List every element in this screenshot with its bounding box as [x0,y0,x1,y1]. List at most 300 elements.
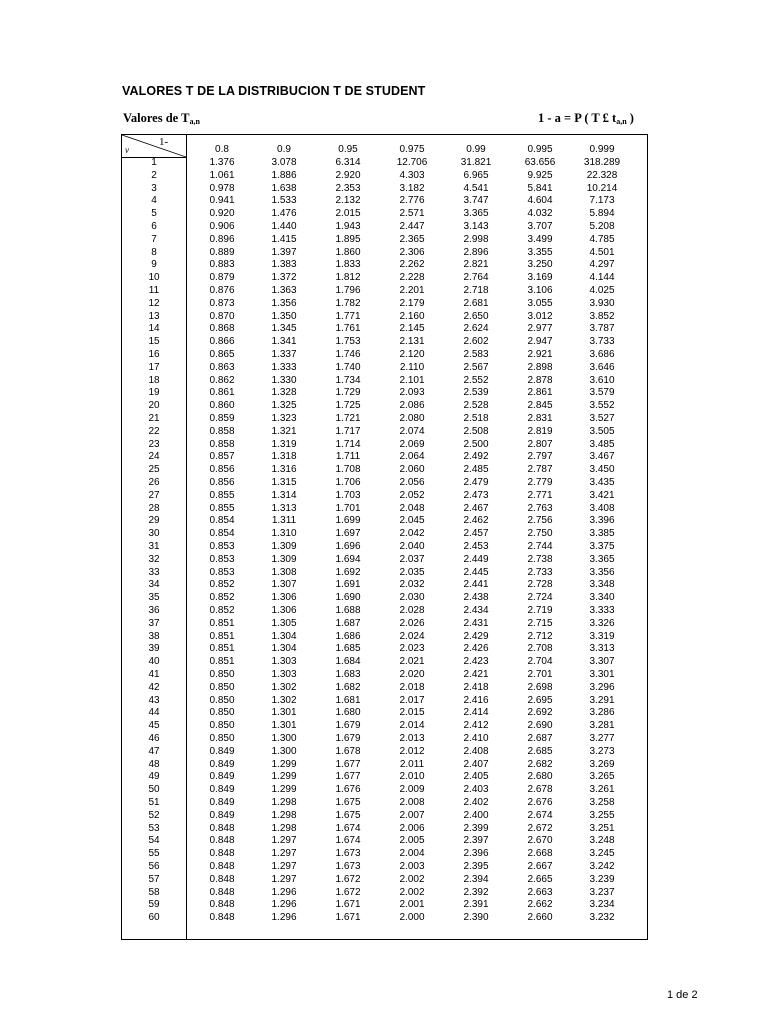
t-value-cell: 2.423 [463,656,489,668]
t-value-cell: 0.848 [209,886,235,898]
table-row [122,631,647,644]
table-row [122,733,647,746]
t-value-cell: 2.007 [399,809,425,821]
t-value-cell: 2.405 [463,771,489,783]
table-row [122,835,647,848]
t-value-cell: 0.849 [209,745,235,757]
t-value-cell: 2.787 [527,464,553,476]
t-value-cell: 0.850 [209,733,235,744]
t-value-cell: 2.500 [463,438,489,450]
t-value-cell: 4.032 [527,208,553,220]
t-value-cell: 1.717 [335,425,361,437]
t-value-cell: 1.753 [335,336,361,348]
table-row [122,285,647,298]
t-value-cell: 2.680 [527,771,553,783]
t-value-cell: 2.508 [463,425,489,437]
table-row [122,887,647,900]
t-value-cell: 1.300 [271,745,297,757]
t-value-cell: 1.711 [335,451,361,463]
t-value-cell: 1.298 [271,797,297,808]
t-value-cell: 1.363 [271,285,297,296]
t-value-cell: 1.943 [335,221,361,232]
t-value-cell: 3.143 [463,221,489,232]
t-value-cell: 2.048 [399,502,425,514]
t-value-cell: 22.328 [586,169,618,181]
t-value-cell: 0.854 [209,515,235,527]
t-value-cell: 4.297 [589,259,615,271]
t-value-cell: 2.026 [399,617,425,629]
t-value-cell: 1.307 [271,579,297,591]
t-value-cell: 3.355 [527,246,553,258]
t-value-cell: 2.479 [463,477,489,488]
t-value-cell: 9.925 [527,169,553,181]
t-value-cell: 2.690 [527,720,553,732]
table-row [122,451,647,464]
degrees-of-freedom-cell: 57 [148,873,160,885]
t-value-cell: 0.906 [209,221,235,232]
t-value-cell: 4.541 [463,182,489,194]
t-value-cell: 2.035 [399,566,425,578]
t-value-cell: 2.009 [399,784,425,796]
table-row [122,375,647,388]
t-value-cell: 3.499 [527,233,553,245]
t-value-cell: 1.313 [271,502,297,514]
degrees-of-freedom-cell: 16 [148,349,160,360]
t-value-cell: 2.000 [399,912,425,924]
t-value-cell: 3.251 [589,822,615,834]
t-value-cell: 1.696 [335,541,361,552]
t-value-cell: 1.376 [209,157,235,168]
t-value-cell: 2.998 [463,233,489,245]
t-value-cell: 3.707 [527,221,553,232]
t-value-cell: 3.485 [589,438,615,450]
t-value-cell: 2.002 [399,886,425,898]
t-value-cell: 2.399 [463,822,489,834]
t-value-cell: 2.004 [399,848,425,860]
table-row [122,848,647,861]
t-value-cell: 2.011 [399,758,425,770]
t-value-cell: 2.695 [527,694,553,706]
t-value-cell: 0.851 [209,617,235,629]
degrees-of-freedom-cell: 49 [148,771,160,783]
t-value-cell: 2.473 [463,489,489,501]
t-value-cell: 3.250 [527,259,553,271]
t-value-cell: 2.492 [463,451,489,463]
t-value-cell: 1.638 [271,182,297,194]
t-value-cell: 2.708 [527,643,553,655]
t-value-cell: 5.894 [589,208,615,220]
t-value-cell: 1.397 [271,246,297,258]
t-value-cell: 0.858 [209,438,235,450]
t-value-cell: 2.552 [463,374,489,386]
t-value-cell: 1.323 [271,413,297,424]
t-value-cell: 2.878 [527,374,553,386]
table-row [122,759,647,772]
t-value-cell: 3.301 [589,669,615,680]
table-subtitle-left [123,111,200,126]
table-row [122,567,647,580]
t-value-cell: 0.848 [209,912,235,924]
t-value-cell: 2.101 [399,374,425,386]
t-value-cell: 0.849 [209,758,235,770]
t-value-cell: 1.699 [335,515,361,527]
degrees-of-freedom-cell: 13 [148,310,160,322]
t-value-cell: 1.833 [335,259,361,271]
column-header: 0.9 [277,144,291,155]
t-value-cell: 2.086 [399,400,425,412]
t-value-cell: 1.299 [271,771,297,783]
t-value-cell: 0.853 [209,541,235,552]
t-value-cell: 0.855 [209,489,235,501]
degrees-of-freedom-cell: 5 [151,208,157,220]
degrees-of-freedom-cell: 30 [148,528,160,540]
t-value-cell: 3.245 [589,848,615,860]
t-value-cell: 2.052 [399,489,425,501]
t-value-cell: 1.309 [271,553,297,565]
t-value-cell: 2.668 [527,848,553,860]
t-value-cell: 1.721 [335,413,361,424]
table-row [122,656,647,669]
t-value-cell: 2.457 [463,528,489,540]
t-value-cell: 2.030 [399,592,425,604]
t-value-cell: 2.145 [399,323,425,335]
t-value-cell: 2.733 [527,566,553,578]
table-row [122,400,647,413]
t-value-cell: 4.501 [589,246,615,258]
t-value-cell: 1.725 [335,400,361,412]
t-value-cell: 2.898 [527,361,553,373]
t-value-cell: 2.045 [399,515,425,527]
t-value-cell: 1.315 [271,477,297,488]
t-value-cell: 3.237 [589,886,615,898]
degrees-of-freedom-cell: 44 [148,707,160,719]
t-value-cell: 3.930 [589,297,615,309]
t-value-cell: 1.325 [271,400,297,412]
t-value-cell: 2.412 [463,720,489,732]
table-row [122,784,647,797]
t-value-cell: 2.831 [527,413,553,424]
t-value-cell: 10.214 [586,182,618,194]
table-row [122,579,647,592]
t-value-cell: 1.337 [271,349,297,360]
t-value-cell: 2.403 [463,784,489,796]
t-value-cell: 3.286 [589,707,615,719]
t-value-cell: 2.744 [527,541,553,552]
t-value-cell: 1.674 [335,835,361,847]
t-value-cell: 2.819 [527,425,553,437]
t-value-cell: 1.692 [335,566,361,578]
t-value-cell: 1.296 [271,899,297,911]
column-header: 0.975 [399,144,425,155]
t-value-cell: 2.518 [463,413,489,424]
t-value-cell: 1.298 [271,822,297,834]
t-value-cell: 0.848 [209,835,235,847]
t-value-cell: 1.333 [271,361,297,373]
t-value-cell: 2.715 [527,617,553,629]
t-value-cell: 0.850 [209,720,235,732]
degrees-of-freedom-cell: 29 [148,515,160,527]
t-value-cell: 2.392 [463,886,489,898]
t-value-cell: 0.852 [209,579,235,591]
subtitle-left-text: Valores de T [123,111,190,125]
degrees-of-freedom-cell: 38 [148,630,160,642]
degrees-of-freedom-cell: 26 [148,477,160,488]
t-value-cell: 1.296 [271,886,297,898]
degrees-of-freedom-cell: 51 [148,797,160,808]
t-value-cell: 2.728 [527,579,553,591]
t-value-cell: 4.785 [589,233,615,245]
t-value-cell: 0.850 [209,669,235,680]
t-value-cell: 0.861 [209,387,235,399]
t-value-cell: 2.414 [463,707,489,719]
column-header: 0.999 [589,144,615,155]
table-row [122,439,647,452]
t-value-cell: 2.763 [527,502,553,514]
t-value-cell: 2.704 [527,656,553,668]
t-value-cell: 3.356 [589,566,615,578]
t-value-cell: 2.719 [527,605,553,616]
table-row [122,797,647,810]
t-value-cell: 1.673 [335,861,361,872]
t-value-cell: 2.724 [527,592,553,604]
table-row [122,823,647,836]
t-value-cell: 1.415 [271,233,297,245]
t-value-cell: 1.734 [335,374,361,386]
t-value-cell: 2.467 [463,502,489,514]
t-value-cell: 3.242 [589,861,615,872]
t-value-cell: 2.028 [399,605,425,616]
t-value-cell: 0.856 [209,464,235,476]
t-value-cell: 2.682 [527,758,553,770]
t-value-cell: 1.682 [335,681,361,693]
degrees-of-freedom-cell: 46 [148,733,160,744]
t-value-cell: 5.841 [527,182,553,194]
column-header: 0.995 [527,144,553,155]
t-value-cell: 2.438 [463,592,489,604]
table-row [122,899,647,912]
t-value-cell: 2.674 [527,809,553,821]
table-row [122,746,647,759]
t-value-cell: 2.015 [399,707,425,719]
t-value-cell: 1.297 [271,848,297,860]
t-value-cell: 2.434 [463,605,489,616]
t-value-cell: 2.602 [463,336,489,348]
t-value-cell: 1.812 [335,272,361,284]
page-number: 1 de 2 [667,989,698,1001]
t-value-cell: 1.782 [335,297,361,309]
t-value-cell: 2.776 [399,195,425,207]
t-value-cell: 2.416 [463,694,489,706]
t-value-cell: 0.851 [209,643,235,655]
subtitle-left-subscript: a,n [189,117,200,126]
t-value-cell: 3.747 [463,195,489,207]
t-value-cell: 2.921 [527,349,553,360]
t-value-cell: 1.771 [335,310,361,322]
t-value-cell: 3.234 [589,899,615,911]
t-value-cell: 0.889 [209,246,235,258]
t-value-cell: 3.421 [589,489,615,501]
t-value-cell: 1.687 [335,617,361,629]
t-value-cell: 3.610 [589,374,615,386]
t-value-cell: 3.348 [589,579,615,591]
column-header: 0.99 [466,144,486,155]
table-row [122,695,647,708]
table-row [122,221,647,234]
t-value-cell: 4.604 [527,195,553,207]
t-value-cell: 1.356 [271,297,297,309]
t-value-cell: 3.375 [589,541,615,552]
t-value-cell: 2.665 [527,873,553,885]
degrees-of-freedom-cell: 28 [148,502,160,514]
t-value-cell: 2.662 [527,899,553,911]
t-value-cell: 3.552 [589,400,615,412]
t-value-cell: 2.120 [399,349,425,360]
t-value-cell: 2.712 [527,630,553,642]
t-value-cell: 2.687 [527,733,553,744]
t-value-cell: 2.110 [399,361,425,373]
table-row [122,490,647,503]
degrees-of-freedom-cell: 2 [151,169,157,181]
table-row [122,349,647,362]
table-row [122,554,647,567]
degrees-of-freedom-cell: 25 [148,464,160,476]
t-value-cell: 2.445 [463,566,489,578]
table-row [122,413,647,426]
t-value-cell: 0.849 [209,771,235,783]
t-value-cell: 2.402 [463,797,489,808]
t-value-cell: 3.686 [589,349,615,360]
t-value-cell: 1.691 [335,579,361,591]
formula-subscript: a,n [616,117,627,126]
t-value-cell: 2.040 [399,541,425,552]
t-value-cell: 2.485 [463,464,489,476]
t-value-cell: 3.277 [589,733,615,744]
t-value-cell: 1.688 [335,605,361,616]
degrees-of-freedom-cell: 8 [151,246,157,258]
table-row [122,618,647,631]
table-row [122,477,647,490]
t-value-cell: 1.672 [335,886,361,898]
t-value-cell: 2.861 [527,387,553,399]
t-value-cell: 1.308 [271,566,297,578]
t-value-cell: 2.394 [463,873,489,885]
t-value-cell: 3.307 [589,656,615,668]
t-distribution-table [121,134,648,940]
t-value-cell: 1.746 [335,349,361,360]
degrees-of-freedom-cell: 15 [148,336,160,348]
t-value-cell: 2.396 [463,848,489,860]
t-value-cell: 3.169 [527,272,553,284]
t-value-cell: 3.450 [589,464,615,476]
t-value-cell: 2.750 [527,528,553,540]
t-value-cell: 2.365 [399,233,425,245]
t-value-cell: 0.848 [209,873,235,885]
formula-prefix: 1 - a = P ( T £ t [538,111,617,125]
corner-diagonal [122,135,186,157]
t-value-cell: 6.314 [335,157,361,168]
t-value-cell: 1.296 [271,912,297,924]
t-value-cell: 3.579 [589,387,615,399]
t-value-cell: 1.676 [335,784,361,796]
t-value-cell: 2.672 [527,822,553,834]
t-value-cell: 1.309 [271,541,297,552]
t-value-cell: 3.467 [589,451,615,463]
t-value-cell: 0.860 [209,400,235,412]
t-value-cell: 2.131 [399,336,425,348]
t-value-cell: 3.787 [589,323,615,335]
table-row [122,259,647,272]
t-value-cell: 1.316 [271,464,297,476]
t-value-cell: 1.675 [335,809,361,821]
t-value-cell: 1.299 [271,784,297,796]
t-value-cell: 2.093 [399,387,425,399]
t-value-cell: 3.365 [463,208,489,220]
t-value-cell: 0.866 [209,336,235,348]
t-value-cell: 0.852 [209,605,235,616]
t-value-cell: 3.319 [589,630,615,642]
table-row [122,426,647,439]
t-value-cell: 1.304 [271,630,297,642]
table-row [122,643,647,656]
t-value-cell: 12.706 [396,157,428,168]
t-value-cell: 2.779 [527,477,553,488]
t-value-cell: 3.281 [589,720,615,732]
t-value-cell: 2.397 [463,835,489,847]
t-value-cell: 1.706 [335,477,361,488]
t-value-cell: 1.297 [271,835,297,847]
t-value-cell: 2.014 [399,720,425,732]
t-value-cell: 1.372 [271,272,297,284]
table-row [122,682,647,695]
t-value-cell: 1.685 [335,643,361,655]
formula-suffix: ) [626,111,634,125]
t-value-cell: 3.326 [589,617,615,629]
t-value-cell: 1.714 [335,438,361,450]
t-value-cell: 2.528 [463,400,489,412]
t-value-cell: 2.698 [527,681,553,693]
t-value-cell: 1.302 [271,694,297,706]
t-value-cell: 1.303 [271,669,297,680]
t-value-cell: 1.680 [335,707,361,719]
t-value-cell: 0.849 [209,797,235,808]
degrees-of-freedom-cell: 39 [148,643,160,655]
degrees-of-freedom-cell: 11 [148,285,160,296]
t-value-cell: 2.074 [399,425,425,437]
t-value-cell: 3.333 [589,605,615,616]
t-value-cell: 0.851 [209,656,235,668]
table-row [122,336,647,349]
t-value-cell: 2.008 [399,797,425,808]
t-value-cell: 1.860 [335,246,361,258]
t-value-cell: 0.854 [209,528,235,540]
t-value-cell: 2.447 [399,221,425,232]
table-row [122,528,647,541]
t-value-cell: 2.845 [527,400,553,412]
t-value-cell: 1.796 [335,285,361,296]
t-value-cell: 2.018 [399,681,425,693]
degrees-of-freedom-cell: 50 [148,784,160,796]
t-value-cell: 0.857 [209,451,235,463]
t-value-cell: 1.321 [271,425,297,437]
t-value-cell: 2.160 [399,310,425,322]
t-value-cell: 1.299 [271,758,297,770]
t-value-cell: 7.173 [589,195,615,207]
degrees-of-freedom-cell: 7 [151,233,157,245]
degrees-of-freedom-cell: 23 [148,438,160,450]
table-row [122,234,647,247]
degrees-of-freedom-cell: 18 [148,374,160,386]
t-value-cell: 0.850 [209,681,235,693]
